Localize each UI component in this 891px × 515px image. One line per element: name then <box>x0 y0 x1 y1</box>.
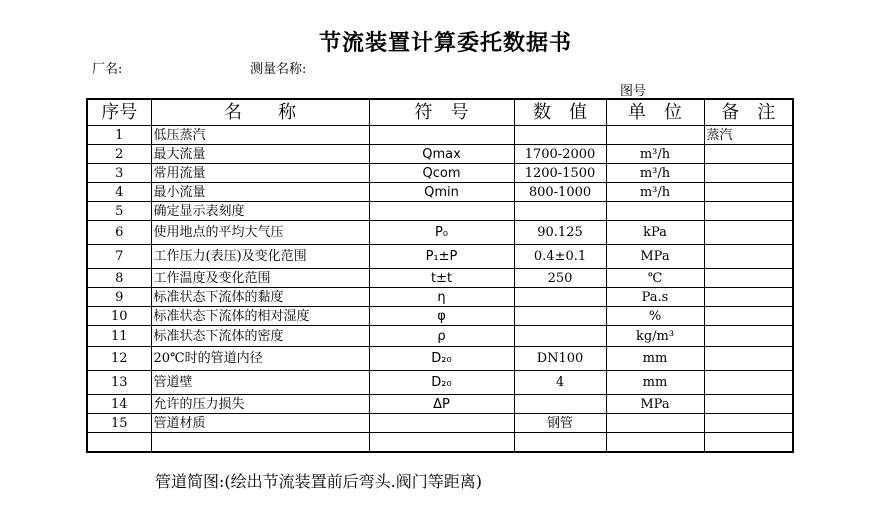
row-name: 工作压力(表压)及变化范围 <box>151 245 369 269</box>
row-name: 最大流量 <box>151 145 369 164</box>
row-name: 确定显示表刻度 <box>151 202 369 221</box>
table-row <box>87 145 793 164</box>
row-value <box>514 307 606 326</box>
row-number: 3 <box>87 164 151 183</box>
table-row <box>87 433 793 452</box>
row-symbol: ρ <box>369 326 514 347</box>
row-unit <box>606 202 704 221</box>
row-symbol: Qmax <box>369 145 514 164</box>
row-unit: MPa <box>606 395 704 414</box>
row-number: 11 <box>87 326 151 347</box>
row-number: 2 <box>87 145 151 164</box>
table-row <box>87 164 793 183</box>
row-name: 使用地点的平均大气压 <box>151 221 369 245</box>
row-number: 6 <box>87 221 151 245</box>
row-value: 1700-2000 <box>514 145 606 164</box>
table-row <box>87 202 793 221</box>
factory-label: 厂名: <box>92 62 123 77</box>
row-symbol <box>369 414 514 433</box>
row-symbol <box>369 433 514 452</box>
header-name: 名 称 <box>151 99 369 126</box>
table-row <box>87 395 793 414</box>
row-symbol: φ <box>369 307 514 326</box>
row-unit: kPa <box>606 221 704 245</box>
row-unit: Pa.s <box>606 288 704 307</box>
row-note <box>704 371 793 395</box>
table-row <box>87 371 793 395</box>
row-note <box>704 269 793 288</box>
measure-name-label: 测量名称: <box>250 62 307 77</box>
header-note: 备 注 <box>704 99 793 126</box>
table-row <box>87 245 793 269</box>
row-name: 管道壁 <box>151 371 369 395</box>
row-number: 7 <box>87 245 151 269</box>
row-name <box>151 433 369 452</box>
header-unit: 单 位 <box>606 99 704 126</box>
row-number: 12 <box>87 347 151 371</box>
row-symbol <box>369 126 514 145</box>
row-symbol: t±t <box>369 269 514 288</box>
row-number <box>87 433 151 452</box>
header-symbol: 符 号 <box>369 99 514 126</box>
header-no: 序号 <box>87 99 151 126</box>
row-note <box>704 183 793 202</box>
row-number: 10 <box>87 307 151 326</box>
row-unit: ℃ <box>606 269 704 288</box>
data-table <box>86 98 794 453</box>
row-value <box>514 395 606 414</box>
row-number: 5 <box>87 202 151 221</box>
row-symbol: P₁±P <box>369 245 514 269</box>
row-unit <box>606 414 704 433</box>
row-value <box>514 288 606 307</box>
row-unit <box>606 433 704 452</box>
drawing-number-label: 图号 <box>620 84 647 99</box>
row-note <box>704 414 793 433</box>
row-value: 钢管 <box>514 414 606 433</box>
row-unit: m³/h <box>606 164 704 183</box>
row-unit: % <box>606 307 704 326</box>
row-value: 90.125 <box>514 221 606 245</box>
table-row <box>87 326 793 347</box>
row-name: 标准状态下流体的密度 <box>151 326 369 347</box>
page-title: 节流装置计算委托数据书 <box>318 31 572 56</box>
row-unit <box>606 126 704 145</box>
row-number: 13 <box>87 371 151 395</box>
row-note: 蒸汽 <box>704 126 793 145</box>
row-note <box>704 202 793 221</box>
row-note <box>704 307 793 326</box>
row-value: DN100 <box>514 347 606 371</box>
row-name: 允许的压力损失 <box>151 395 369 414</box>
table-row <box>87 183 793 202</box>
row-note <box>704 164 793 183</box>
row-symbol: P₀ <box>369 221 514 245</box>
row-number: 4 <box>87 183 151 202</box>
row-unit: kg/m³ <box>606 326 704 347</box>
row-note <box>704 347 793 371</box>
row-unit: mm <box>606 347 704 371</box>
row-value <box>514 202 606 221</box>
header-value: 数 值 <box>514 99 606 126</box>
table-row <box>87 126 793 145</box>
table-row <box>87 414 793 433</box>
row-value <box>514 126 606 145</box>
row-symbol <box>369 202 514 221</box>
row-symbol: D₂₀ <box>369 371 514 395</box>
row-unit: MPa <box>606 245 704 269</box>
row-note <box>704 395 793 414</box>
row-number: 14 <box>87 395 151 414</box>
table-row <box>87 288 793 307</box>
row-symbol: D₂₀ <box>369 347 514 371</box>
row-name: 20℃时的管道内径 <box>151 347 369 371</box>
row-name: 常用流量 <box>151 164 369 183</box>
row-note <box>704 288 793 307</box>
row-value: 4 <box>514 371 606 395</box>
row-note <box>704 145 793 164</box>
row-value: 250 <box>514 269 606 288</box>
row-unit: m³/h <box>606 183 704 202</box>
table-row <box>87 221 793 245</box>
table-row <box>87 269 793 288</box>
row-value: 0.4±0.1 <box>514 245 606 269</box>
row-note <box>704 245 793 269</box>
row-symbol: Qcom <box>369 164 514 183</box>
row-symbol: η <box>369 288 514 307</box>
row-symbol: Qmin <box>369 183 514 202</box>
row-note <box>704 433 793 452</box>
row-unit: mm <box>606 371 704 395</box>
row-name: 工作温度及变化范围 <box>151 269 369 288</box>
row-name: 最小流量 <box>151 183 369 202</box>
row-note <box>704 221 793 245</box>
row-number: 15 <box>87 414 151 433</box>
row-name: 标准状态下流体的相对湿度 <box>151 307 369 326</box>
table-body <box>87 126 793 452</box>
row-name: 管道材质 <box>151 414 369 433</box>
table-row <box>87 307 793 326</box>
row-value: 1200-1500 <box>514 164 606 183</box>
row-value <box>514 433 606 452</box>
table-row <box>87 347 793 371</box>
row-name: 低压蒸汽 <box>151 126 369 145</box>
row-value <box>514 326 606 347</box>
pipe-sketch-note: 管道简图:(绘出节流装置前后弯头.阀门等距离) <box>155 472 482 491</box>
row-name: 标准状态下流体的黏度 <box>151 288 369 307</box>
row-value: 800-1000 <box>514 183 606 202</box>
row-symbol: ΔP <box>369 395 514 414</box>
row-number: 1 <box>87 126 151 145</box>
row-note <box>704 326 793 347</box>
row-number: 8 <box>87 269 151 288</box>
row-unit: m³/h <box>606 145 704 164</box>
row-number: 9 <box>87 288 151 307</box>
header-row <box>87 99 793 126</box>
